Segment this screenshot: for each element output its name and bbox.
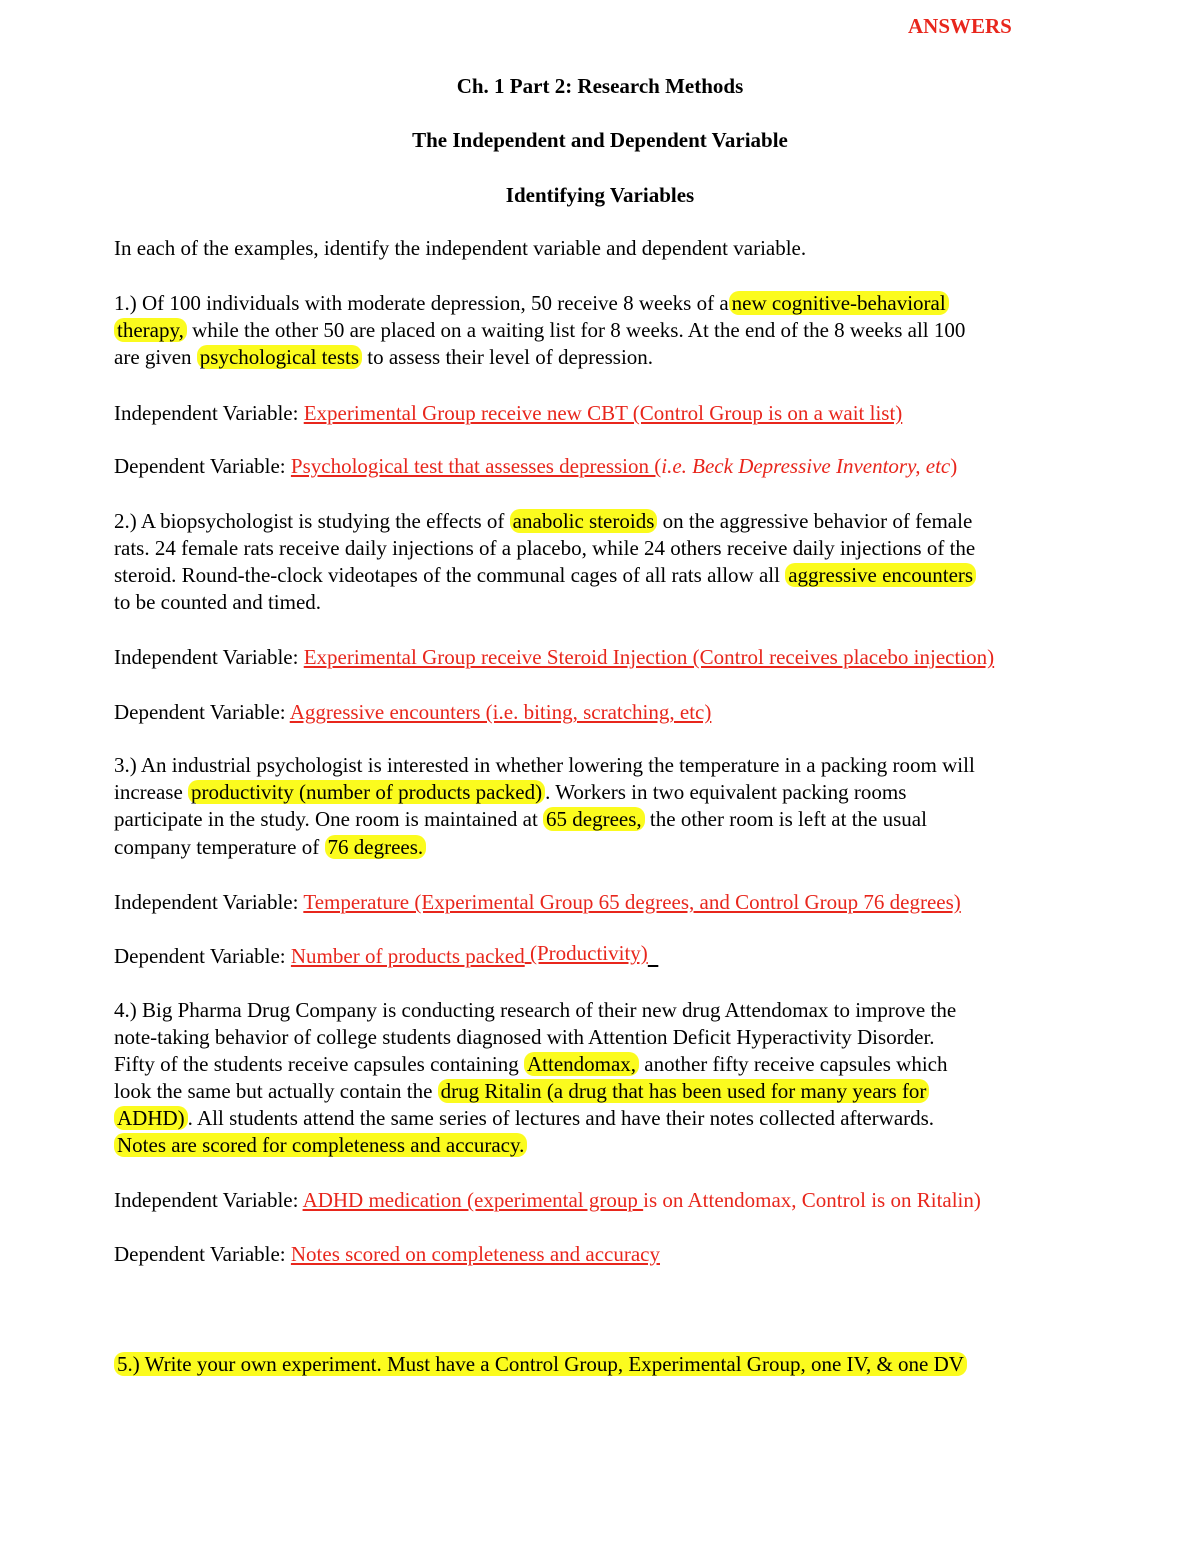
q4-text: another fifty receive capsules which [639,1052,948,1076]
title-identifying: Identifying Variables [505,183,695,207]
q4-dv-row [114,1241,660,1268]
q2-line-3 [114,562,976,589]
q4-dv-answer: Notes scored on completeness and accuracy [290,1242,660,1266]
q2-dv-row [114,699,711,726]
q5-line [114,1351,967,1378]
q2-line-4: to be counted and timed. [114,590,322,614]
q3-highlight-control: 76 degrees. [325,835,427,859]
q2-highlight-dv: aggressive encounters [785,563,976,587]
answers-label: ANSWERS [908,14,1012,38]
q2-line-2: rats. 24 female rats receive daily injections of a placebo, while 24 others receive daily injections of the [114,536,976,560]
q4-iv-row [114,1187,981,1214]
q3-text: . Workers in two equivalent packing rooms [545,780,907,804]
q3-line-1: 3.) An industrial psychologist is interested in whether lowering the temperature in a packing room will [114,753,975,777]
q3-iv-row [114,889,961,916]
q4-line-5 [114,1105,934,1132]
q4-line-2: note-taking behavior of college students diagnosed with Attention Deficit Hyperactivity Disorder. [114,1025,935,1049]
dv-label: Dependent Variable: [114,454,291,478]
q2-highlight-iv: anabolic steroids [510,509,658,533]
q1-text: 1.) Of 100 individuals with moderate depression, 50 receive 8 weeks of a [114,291,729,315]
q4-highlight-dv: Notes are scored for completeness and accuracy. [114,1133,527,1157]
q5-highlight-prompt: 5.) Write your own experiment. Must have a Control Group, Experimental Group, one IV, & one DV [114,1352,967,1376]
q1-dv-answer-end: ) [950,454,958,478]
q2-text: steroid. Round-the-clock videotapes of the communal cages of all rats allow all [114,563,786,587]
q1-text: are given [114,345,197,369]
q1-highlight-iv-cont: therapy, [114,318,187,342]
q2-iv-row [114,644,994,671]
q3-iv-answer: Temperature (Experimental Group 65 degrees, and Control Group 76 degrees) [303,890,961,914]
q1-line-2 [114,317,965,344]
q1-dv-answer-example: i.e. Beck Depressive Inventory, etc [661,454,951,478]
iv-label: Independent Variable: [114,890,304,914]
q2-dv-answer: Aggressive encounters (i.e. biting, scratching, etc) [289,700,712,724]
q2-text: on the aggressive behavior of female [657,509,973,533]
q3-line-4 [114,834,426,861]
q1-text: to assess their level of depression. [362,345,654,369]
q3-dv-row [114,943,658,970]
q3-text: the other room is left at the usual [644,807,927,831]
q4-text: Fifty of the students receive capsules containing [114,1052,524,1076]
q4-highlight-control: drug Ritalin (a drug that has been used for many years for [438,1079,930,1103]
q4-line-3 [114,1051,948,1078]
q3-dv-answer: Number of products packed [290,944,525,968]
q1-highlight-iv: new cognitive-behavioral [729,291,949,315]
q3-line-2 [114,779,906,806]
q2-line-1 [114,508,972,535]
q1-dv-row [114,453,957,480]
dv-label: Dependent Variable: [114,700,290,724]
title-variables: The Independent and Dependent Variable [412,128,788,152]
q4-iv-answer-cont: is on Attendomax, Control is on Ritalin) [643,1188,981,1212]
instructions: In each of the examples, identify the independent variable and dependent variable. [114,236,807,260]
q2-iv-answer: Experimental Group receive Steroid Injection (Control receives placebo injection) [303,645,995,669]
q4-highlight-control-cont: ADHD) [114,1106,188,1130]
iv-label: Independent Variable: [114,401,304,425]
q3-text: company temperature of [114,835,325,859]
q1-line-3 [114,344,653,371]
q4-highlight-iv: Attendomax, [524,1052,639,1076]
q4-text: . All students attend the same series of lectures and have their notes collected afterwards. [187,1106,935,1130]
dv-label: Dependent Variable: [114,1242,291,1266]
q1-iv-answer: Experimental Group receive new CBT (Control Group is on a wait list) [303,401,903,425]
q4-line-6 [114,1132,527,1159]
q3-text: participate in the study. One room is maintained at [114,807,544,831]
q3-line-3 [114,806,927,833]
q1-iv-row [114,400,902,427]
title-chapter: Ch. 1 Part 2: Research Methods [456,74,744,98]
q1-line-1 [114,290,949,317]
q1-highlight-dv: psychological tests [197,345,362,369]
iv-label: Independent Variable: [114,645,304,669]
q4-line-1: 4.) Big Pharma Drug Company is conducting research of their new drug Attendomax to improve the [114,998,957,1022]
iv-label: Independent Variable: [114,1188,303,1212]
q1-text: while the other 50 are placed on a waiting list for 8 weeks. At the end of the 8 weeks all 100 [186,318,966,342]
q4-text: look the same but actually contain the [114,1079,438,1103]
q3-dv-answer-paren: (Productivity) [524,941,648,965]
q3-text: increase [114,780,189,804]
q3-highlight-dv: productivity (number of products packed) [188,780,545,804]
q4-line-4 [114,1078,929,1105]
q3-highlight-iv: 65 degrees, [543,807,645,831]
q4-iv-answer: ADHD medication (experimental group [302,1188,644,1212]
q2-text: 2.) A biopsychologist is studying the effects of [114,509,510,533]
q1-dv-answer: Psychological test that assesses depression ( [290,454,662,478]
dv-label: Dependent Variable: [114,944,291,968]
q3-dv-blank [648,944,659,968]
